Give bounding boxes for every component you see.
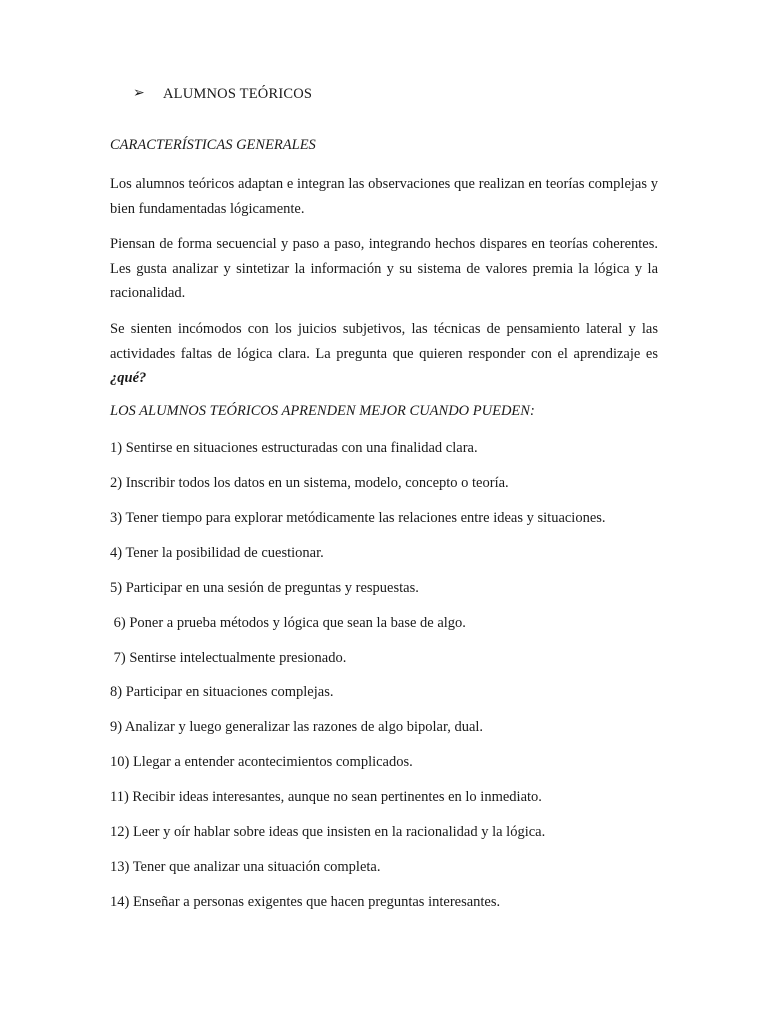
list-item-8: 8) Participar en situaciones complejas. xyxy=(110,684,334,700)
list-item-12: 12) Leer y oír hablar sobre ideas que insisten en la racionalidad y la lógica. xyxy=(110,824,546,840)
question-word: ¿qué? xyxy=(110,370,147,386)
list-item-7: 7) Sentirse intelectualmente presionado. xyxy=(110,650,347,666)
list-item-10: 10) Llegar a entender acontecimientos complicados. xyxy=(110,754,413,770)
paragraph-3 xyxy=(110,317,658,391)
arrow-bullet-icon: ➢ xyxy=(133,86,145,101)
list-item-13: 13) Tener que analizar una situación completa. xyxy=(110,859,381,875)
paragraph-2: Piensan de forma secuencial y paso a paso, integrando hechos dispares en teorías coherentes. Les gusta analizar y sintetizar la información y su sistema de valores premia la lógica y la racionalidad. xyxy=(110,236,658,301)
section-title: CARACTERÍSTICAS GENERALES xyxy=(110,137,316,153)
list-item-1: 1) Sentirse en situaciones estructuradas con una finalidad clara. xyxy=(110,440,478,456)
list-item-2: 2) Inscribir todos los datos en un sistema, modelo, concepto o teoría. xyxy=(110,475,509,491)
list-item-9: 9) Analizar y luego generalizar las razones de algo bipolar, dual. xyxy=(110,719,484,735)
list-title: LOS ALUMNOS TEÓRICOS APRENDEN MEJOR CUANDO PUEDEN: xyxy=(110,403,535,419)
paragraph-1: Los alumnos teóricos adaptan e integran las observaciones que realizan en teorías complejas y bien fundamentadas lógicamente. xyxy=(110,176,658,217)
heading-row xyxy=(133,84,312,104)
heading-title: ALUMNOS TEÓRICOS xyxy=(163,85,313,102)
list-item-6: 6) Poner a prueba métodos y lógica que sean la base de algo. xyxy=(110,615,466,631)
list-item-11: 11) Recibir ideas interesantes, aunque no sean pertinentes en lo inmediato. xyxy=(110,789,542,805)
list-item-4: 4) Tener la posibilidad de cuestionar. xyxy=(110,545,324,561)
list-item-14: 14) Enseñar a personas exigentes que hacen preguntas interesantes. xyxy=(110,894,501,910)
paragraph-3-text: Se sienten incómodos con los juicios subjetivos, las técnicas de pensamiento lateral y las actividades faltas de lógica clara. La pregunta que quieren responder con el aprendizaje es xyxy=(110,321,658,362)
list-item-5: 5) Participar en una sesión de preguntas y respuestas. xyxy=(110,580,419,596)
list-item-3: 3) Tener tiempo para explorar metódicamente las relaciones entre ideas y situaciones. xyxy=(110,510,606,526)
